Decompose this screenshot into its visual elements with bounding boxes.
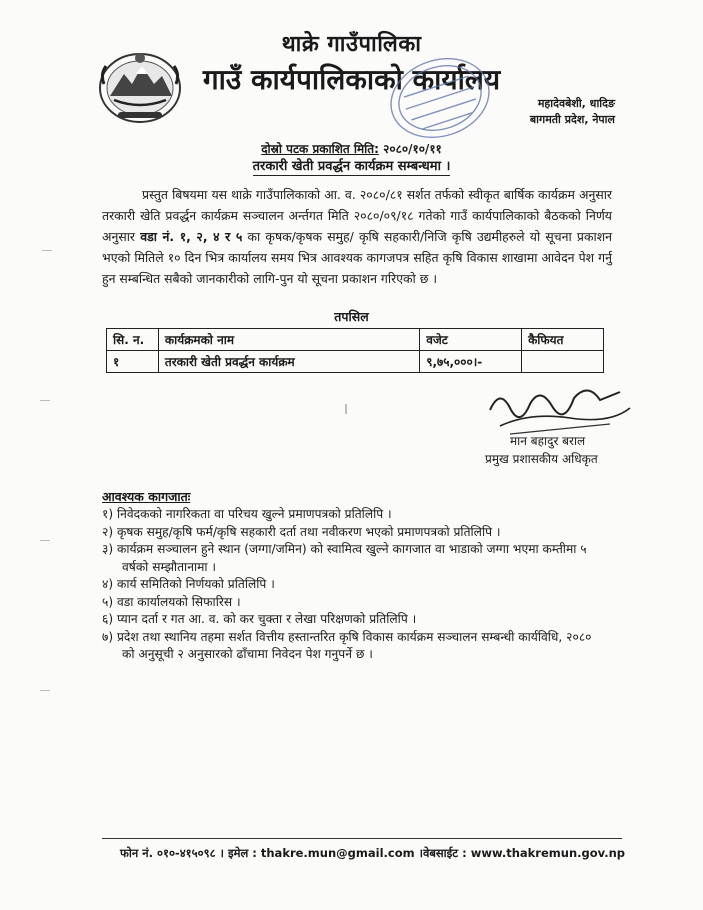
column-header: सि. न. <box>107 329 159 351</box>
list-item: २) कृषक समुह/कृषि फर्म/कृषि सहकारी दर्ता तथा नवीकरण भएको प्रमाणपत्रको प्रतिलिपि । <box>102 524 501 539</box>
scan-speck <box>40 540 50 541</box>
table-cell: १ <box>107 351 159 373</box>
body-text-part-1: प्रस्तुत बिषयमा यस थाक्रे गाउँपालिकाको आ. व. २०८०/८१ सर्शत तर्फको स्वीकृत बार्षिक कार्यक्रम अनुसार तरकारी खेति प्रवर्द्धन कार्यक्रम सञ्चालन अर्न्तगत मिति २०८०/०९/१८ गतेको गाउँ कार्यपालिकाको बैठकको निर्णय अनुसार <box>102 187 612 244</box>
notice-subject <box>0 156 703 174</box>
table-header-row <box>107 329 604 351</box>
column-header: कार्यक्रमको नाम <box>158 329 419 351</box>
requirements-heading: आवश्यक कागजातः <box>102 489 191 504</box>
scan-speck <box>345 404 347 414</box>
address-line-2: बागमती प्रदेश, नेपाल <box>529 113 615 126</box>
column-header: कैफियत <box>522 329 604 351</box>
publication-date-label: दोस्रो पटक प्रकाशित मिति: <box>261 142 379 156</box>
scan-speck <box>42 250 52 251</box>
footer-contact: फोन नं. ०१०-४१५०९८ । इमेल : thakre.mun@gmail.com ।वेबसाईट : www.thakremun.gov.np <box>120 846 625 860</box>
office-stamp-icon <box>384 52 496 144</box>
scan-speck <box>40 400 50 401</box>
publication-date: २०८०/१०/११ <box>383 142 442 156</box>
list-item: ३) कार्यक्रम सञ्चालन हुने स्थान (जग्गा/जमिन) को स्वामित्व खुल्ने कागजात वा भाडाको जग्गा भएमा कम्तीमा ५ वर्षको सम्झौतानामा । <box>102 542 587 574</box>
body-text-part-2: का कृषक/कृषक समुह/ कृषि सहकारी/निजि कृषि उद्यमीहरुले यो सूचना प्रकाशन भएको मितिले १० दिन भित्र कार्यालय समय भित्र आवश्यक कागजपत्र सहित कृषि विकास शाखामा आवेदन पेश गर्नु हुन सम्बन्धित सबैको जानकारीको लागि-पुन यो सूचना प्रकाशन गरिएको छ । <box>102 229 612 286</box>
publication-date-line <box>0 140 703 157</box>
table-cell: ९,७५,०००।- <box>420 351 522 373</box>
column-header: वजेट <box>420 329 522 351</box>
table-title: तपसिल <box>334 309 369 324</box>
list-item: ४) कार्य समितिको निर्णयको प्रतिलिपि । <box>102 577 275 591</box>
list-item: १) निवेदकको नागरिकता वा परिचय खुल्ने प्रमाणपत्रको प्रतिलिपि । <box>102 507 392 521</box>
notice-body <box>102 184 612 289</box>
org-name: थाक्रे गाउँपालिका <box>281 32 422 57</box>
office-name: गाउँ कार्यपालिकाको कार्यालय <box>202 63 501 96</box>
address-line-1: महादेवबेशी, धादिङ <box>537 97 615 110</box>
body-wards: वडा नं. १, २, ४ र ५ <box>140 229 243 244</box>
table-cell: तरकारी खेती प्रवर्द्धन कार्यक्रम <box>158 351 419 373</box>
program-table <box>106 328 604 373</box>
list-item: ५) वडा कार्यालयको सिफारिस । <box>102 594 241 609</box>
signer-title: प्रमुख प्रशासकीय अधिकृत <box>485 452 598 466</box>
signer-name: मान बहादुर बराल <box>510 434 586 448</box>
footer-divider <box>102 838 622 839</box>
scan-speck <box>40 690 50 691</box>
list-item: ७) प्रदेश तथा स्थानिय तहमा सर्शत वित्तीय हस्तान्तरित कृषि विकास कार्यक्रम सञ्चालन सम्बन्धी कार्यविधि, २०८० को अनुसूची २ अनुसारको ढाँचामा निवेदन पेश गनुपर्ने छ । <box>102 629 592 661</box>
list-item: ६) प्यान दर्ता र गत आ. व. को कर चुक्ता र लेखा परिक्षणको प्रतिलिपि । <box>102 612 417 626</box>
subject-text: तरकारी खेती प्रवर्द्धन कार्यक्रम सम्बन्धमा । <box>252 159 451 174</box>
requirements-list <box>102 506 602 664</box>
